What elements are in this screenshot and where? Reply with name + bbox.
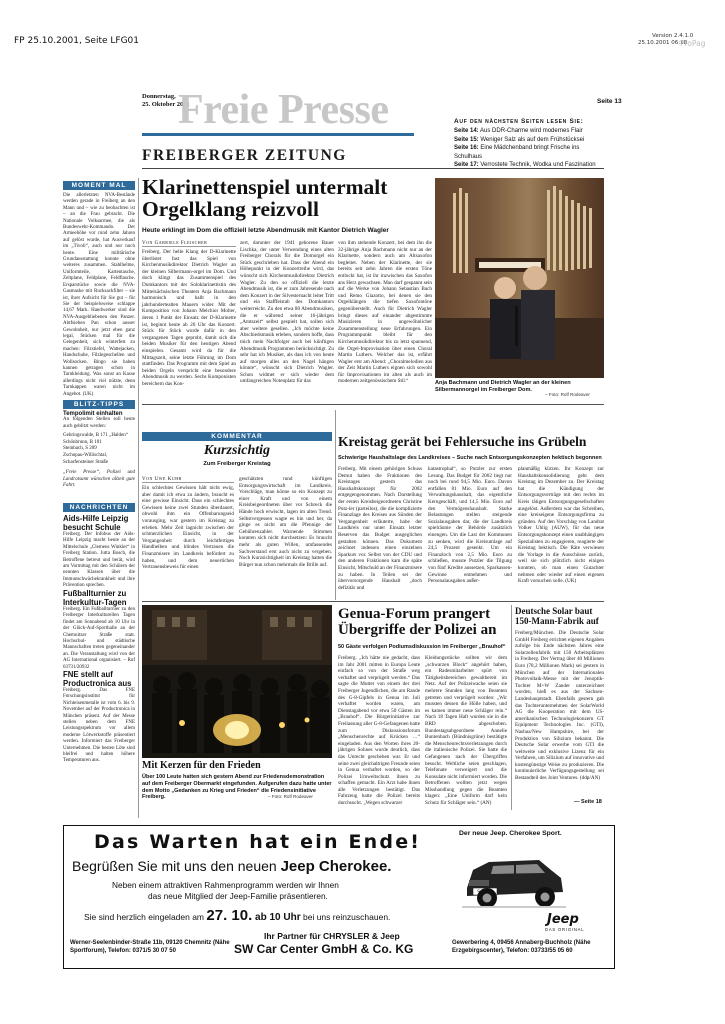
blitz-location: Zschopau-Willischtal, Scharfensteiner Straße (63, 452, 109, 465)
jeep-car-image (459, 840, 569, 916)
issue-date-day: 25. Oktober 2001 (142, 101, 190, 108)
left-column-rule (138, 178, 139, 818)
next-page-item[interactable]: Seite 17: Verrostete Technik, Wodka und Faszination (454, 162, 596, 168)
moment-mal-text: Die allerletzten NVA-Bestände werden gerade in Freiberg an den Mann und – wie zu beobachten ist – an die Frau gebracht. Die Nationale Volksarmee, die als Bundeswehr-Kommando. Der Armeehöhe vor rund zehn Jahren auf gelöst wurde, hat Ausverkauf im „Tivoli“, auch und nur noch heute. Eine militärische Grundausstattung konnte ohne weiteres zusammen. Stahlhelme, Uniformteile, Kartentasche, Zeltplane, Feldplane, Feldflasche. Ersparstücke sowie die NVA-Gasmaske mit Rucksackfilter – sie ist, ihrer Aufsicht für Sie gut – für Sie der beispielsweise schlappe 14,67 Mark. Handwerker sind die NVA-Ausgebliebenen den Panzer. Abtfsieben Pan schon ausser Gewohnheit, nur jetzt eben ganz legal, Stücken mal für die Gelegenheit, sich winterfest zu machen: Filzstiefel, Wattejacken, Handschuhe, Filzlegeschellen und Wollsocken. Bingo sie haben kannen getragen schon in Tarnkleidung. Was sonst an Kasse allerdings nicht viel nützte, denn Tarnkappen waren nicht im Angebot. (UK) (63, 193, 135, 397)
kommentar-header: KOMMENTAR (142, 432, 332, 441)
moment-mal-header: MOMENT MAL (63, 181, 135, 190)
masthead-subtitle: FREIBERGER ZEITUNG (142, 147, 347, 164)
kommentar-subtitle: Zum Freiberger Kreistag (203, 461, 271, 467)
kreistag-col-2: katastrophal“, so Putzler zur ersten Lesung. Das Budget für 2002 liegt nur noch bei rund 94,5 Mio. Euro. Davon entfallen 81 Mio. Euro auf den Verwaltungshaushalt, das eigentliche Kerngeschäft, und 14,5 Mio. Euro auf den Vermögenshaushalt. Starke Belastungen stellen steigende Sozialausgaben dar, die der Landkreis spielräume der Behörde zusätzlich einengen. Um die Last der Kommunen zu senken, wird die Kreisumlage auf 24,5 Prozent gesenkt. Um ein Finanzloch von 2,5 Mio. Euro zu schließen, musste Putzler die Tilgung von fünf Kredite aussetzen, Sparkassen-Gewinne entnehmen und Personalausgaben außer- (428, 466, 512, 585)
blitz-location: Gehringswalde, B 171 „Halden“ (63, 433, 128, 439)
ad-line-1-text: Begrüßen Sie mit uns den neuen (72, 858, 281, 874)
kommentar-col-1: Ein schlechtes Gewissen hält nicht ewig, aber damit ich etwa zu ändern, braucht es eine gewisse Einsicht. Dass ein schlechtes Gewissen keine zwei Stunden überdauert, obwohl ihm ein Offenbarungseid vorausging, war gestern im Kreistag zu erleben. Mehr Zeit lagnicht zwischen der schmerzlichen Einsicht, in der Vergangenheit durch leichtfertiges Handhelben und blindes Vertrauen die Finanzmisere im Landkreis befördert zu haben, und dem neuerlichen Vertrauensbeweis für einen (142, 485, 234, 571)
next-page-item[interactable]: Seite 15: Weniger Salz als auf dem Frühstücksei (454, 136, 585, 143)
ad-model-name: Jeep Cherokee. (280, 858, 392, 875)
peace-vigil-credit: – Foto: Rolf Rodeaver (268, 794, 313, 799)
watermark: ProPag (680, 39, 706, 48)
blitz-location: Steinbach, S 209 (63, 446, 97, 452)
ad-invite-text: Sie sind herzlich eingeladen am (84, 912, 207, 922)
page-number: Seite 13 (597, 98, 622, 105)
solar-rule (511, 605, 512, 810)
peace-vigil-photo (142, 605, 332, 758)
solar-headline-line1: Deutsche Solar baut (515, 606, 593, 616)
lead-headline[interactable] (142, 176, 432, 220)
solar-headline[interactable] (515, 606, 604, 626)
solar-headline-line2: 150-Mann-Fabrik auf (515, 616, 599, 626)
lead-headline-line1: Klarinettenspiel untermalt (142, 175, 388, 199)
news-title[interactable]: FNE stellt auf Productronica aus (63, 670, 132, 688)
organ-photo (435, 178, 604, 378)
organ-pipes-graphic (435, 178, 604, 378)
solar-text: Freiberg/München. Die Deutsche Solar GmbH Freiberg errichtet eigenen Angaben zufolge bis Ende nächsten Jahres eine Solarzellenfabrik mit 150 Arbeitsplätzen in Freiberg. Der Vertrag über 40 Millionen Euro (78,2 Millionen Mark) sei gestern in München auf der Internationalen Photovoltaik-Messe mit der Jenoptik-Tochter M+W Zander unterzeichnet worden, hieß es aus der Sachsen-Landeshauptstadt. Ebenfalls gestern gab das Tochterunternehmen der SolarWorld AG die Kooperation mit dem US-amerikanischen Technologiekonzern GT Equipment Technologies Inc. (GTI), Nashua/New Hampshire, bei der Produktion von Silizium bekannt. Die Deutsche Solar erwerbe vom GTI die weltweite und exklusive Lizenz für ein Verfahren, um Silizium auf innovative und kostengünstige Weise zu produzieren. Die kontinuierliche Verfügungsgestellung sei Bestandteil des Joint Ventures. (ddp/AN) (515, 630, 604, 782)
jeep-logo-subtitle: DAS ORIGINAL (545, 927, 585, 932)
blitz-note: „Freie Presse“, Polizei und Landratsamt wünschen allzeit gute Fahrt. (63, 470, 135, 489)
print-meta-left: FP 25.10.2001, Seite LFG01 (14, 36, 140, 46)
ad-invite-date: 27. 10. (206, 907, 253, 924)
candle-crowd-graphic (142, 605, 332, 758)
news-title[interactable]: Aids-Hilfe Leipzig besucht Schule (63, 514, 129, 532)
organ-credit: – Foto: Rolf Rodeaver (545, 392, 590, 397)
blitz-tipps-header: BLITZ-TIPPS (63, 400, 135, 409)
news-title[interactable]: Fußballturnier zu Interkultur-Tagen (63, 589, 127, 607)
genua-headline-line2: Übergriffe der Polizei an (338, 622, 497, 638)
ad-address-annaberg: Gewerbering 4, 09456 Annaberg-Buchholz (Nähe Erzgebirgscenter), Telefon: 03733/55 05 60 (452, 940, 591, 954)
jeep-logo: Jeep (547, 912, 579, 927)
peace-vigil-caption: Über 100 Leute hatten sich gestern Abend zur Friedensdemonstration auf dem Freiberger Obermarkt eingefunden. Aufgerufen dazu hatte unter dem Motto „Gedanken zu Krieg und Frieden“ die Friedensinitiative Freiberg. (142, 774, 332, 801)
mid-rule (142, 601, 604, 602)
lead-byline: Von Gabriele Fleischer (142, 240, 236, 247)
news-text: Freiberg. Der Infobus der Aids-Hilfe Leipzig macht heute an der Mittelschule „Clemens Winkler“ in Freiberg Station. Jutta Bosch, die Betroffene betreut und berät, wird am Vormittag mit den Schülern der neunten Klassen über die Immunschwächekrankheit und ihre Prävention sprechen. (63, 532, 135, 589)
kommentar-col-2: geschätzten rund künftigen Entsorgungswirtschaft im Landkreis. Vorschläge, man könne so ein Konzept zu einer Kraft und von einem Kreisbeigeordneten über vor Schreck die Hände hoch erwischt, lagen im alten Trend. Selbstvergessen wagte es hin und her, da ginge es nicht um die Pfennige der Gebührenzahler. Warnende Stimmen konnten sich nicht durchsetzen: Es braucht mehr als guten Willen, umfassendes Sachverstand erst auch nicht zu vergeben. Noch Kurzsichtigkeit im Kreistag hatten die Bürger nun schon mehrmals die Brille auf. (239, 476, 332, 568)
kreistag-col-1: Freiberg. Mit einem gehörigen Schuss Demut haben die Fraktionen des Kreistages gestern das Haushaltskonzept für 2002 entgegengenommen. Nach Darstellung der ersten Kreisbeigeordneten Christine Putz-ler (parteilos), die die komplizierte Finanzlage des Kreises aus Sünden der Vergangenheit erläuterte, habe der Landkreis nur unter Einsatz letzter Reserven das Budget ausgeglichen gestalten können. Das Dokument zeichnet indessen einen einzelnen Sparkurs vor. Selbst von der CDU und den anderen Fraktionen kam die späte Einsicht, Mitschuld an der Finanzmisere zu haben. In Teilen sei der übervorsorgende Haushalt „doch defizitär und (338, 466, 422, 591)
ad-line-3: das neue Mitglied der Jeep-Familie präsentieren. (148, 891, 328, 901)
ad-address-chemnitz: Werner-Seelenbinder-Straße 11b, 09120 Chemnitz (Nähe Sportforum), Telefon: 0371/5 30 07 50 (70, 940, 230, 954)
masthead-divider (142, 168, 604, 169)
news-text: Freiberg. Ein Fußballturnier zu den Freiberger Interkulturellen Tagen findet am Sonnabend ab 10 Uhr in der Glück-Auf-Sporthalle an der Chemnitzer Straße statt. Hochschul- und städtische Mannschaften treten gegeneinander an. Die Veranstaltung wird von der AG International organisiert. – Ruf 03731/20932 (63, 607, 135, 670)
ad-partner-line: Ihr Partner für CHRYSLER & Jeep (264, 931, 400, 941)
blitz-location: Schönbrunn, B 101 (63, 439, 102, 445)
genua-col-1: Freiberg. „Ich hätte nie gedacht, dass im Jahr 2001 mitten in Europa Leute einfach so von der Straße weg verhaftet und verprügelt werden.“ Das sagte die Mutter von einem der drei Freiberger Jugendlichen, die am Rande des G-8-Gipfels in Genua im Juli verhaftet worden waren, am Dienstagabend vor etwa 50 Gästen im „Brauhof“. Die Bürgerinitiative zur Freilassung aller G-8-Gefangenen hatte zum Diskussionsforum „Menschenrechte auf Krücken …“ eingeladen. Aus den Worten ihres 20-jährigen Sohnes wurde deutlich, dass das Unrecht geschehen war. Er und seine zwei gleichaltrigen Freunde seien in Genua verhaftet worden, so der Polizei Umweltschutz ihnen zu schaffen gemacht. Ein Arzt habe ihnen alle Verletzungen bestätigt. Das Fahrzeug hatte die Polizei bereits durchsucht. „Wegen schwarzer (338, 655, 420, 807)
issue-date-weekday: Donnerstag, (142, 93, 176, 100)
lead-col-2: zert, darunter der 1941 geborene Bauer Lischka, der unter Verwendung eines alten Freiberger Chorals für die Domorgel ein Stück geschrieben hat. Dass der Abend ein Höhepunkt in der Konzertreihe wird, das wünscht sich Kirchenmusikdirektor Dietrich Wagler. Zu den so offiziell die letzte Abendmusik ist, die er zum Jahresende nach dem Konzert in der Silvesternacht leitet Tritt und ein Stafffeistab des Domkantors weiterreicht. Zu den etwa 80 Abendmusiken, die er während seiner 16-jährigen „Amtszeit“ selbst gespielt hat, sollen sich aber weitere gesellen. „Ich möchte keine Abschiedsmusik erleben, sondern hoffe, dass mich mein Nachfolger auch bei künftigen Abendmusik Programmen berücksichtigt. Zu sehr hat ich Musiker, als dass ich von heute auf morgen alles an den Nagel hängen könnte“, wünscht sich Dietrich Wagler. Schon widmet er sich wieder dem umfangreichen Notenplatz für das (240, 240, 334, 385)
genua-col-2: Kleidungsstücke sollten wir dem „schwarzen Block“ angehört haben, ein Radesmitarbeiter spürt von Tätigkeitsbereichen gewaltbereit im Netz. Auf der Polizeiwache seien sie mehrere Stunden lang von Beamten getreten und verprügelt worden: „Wir mussten dessen die Hölle haben, und es kamen immer neue Schläger rein.“ Nach 18 Tagen Haft wurden sie in die BRD abgeschoben. Bundestagsabgeordnete Annelie Buntenbach (Bündnisgrüne) bestätigte die Menschenrechtsverletzungen durch die italienische Polizei. Sie hatte die Gefangenen nach der Übergriffen besucht. Weltliche seien geschlagen, Telefonate verweigert und die Konsulate nicht informiert worden. Die Betroffenen wollten jetzt wegen Misshandlung gegen die Beamten klagen: „Eine Uniform darf kein Schutz für Schläger sein.“ (AN) (425, 655, 507, 807)
next-page-item[interactable]: Seite 14: Aus DDR-Charme wird modernes Flair (454, 128, 583, 134)
organ-caption: Anja Bachmann und Dietrich Wagler an der kleinen Silbermannorgel im Freiberger Dom. (435, 380, 571, 393)
ad-invite-time: ab 10 Uhr (252, 912, 301, 923)
lead-subtitle: Heute erklingt im Dom die offiziell letzte Abendmusik mit Kantor Dietrich Wagler (142, 227, 389, 234)
genua-headline-line1: Genua-Forum prangert (338, 606, 491, 622)
next-page-item[interactable]: Seite 16: Eine Mädchenband bringt Frische ins Schulhaus (454, 145, 580, 160)
jeep-cherokee-graphic (459, 840, 569, 916)
nachrichten-list (63, 514, 135, 764)
kreistag-col-3: planmäßig kürzen. Ihr Konzept zur Haushaltskonsolidierung geht dem Kreistag im Dezember zu. Der Kreistag hat die Kündigung der Entsorgungsverträge mit den rechts im Kreis tätigen Entsorgungsgesellschaften ausgelöst. Außerdem war das Schreiben, eine kreiseigene Entsorgungsfirma zu gründen. Auf den Vorschlag von Landrat Volker Uhlig (AUW), für das neue Entsorgungskonzept einen unabhängigen Spezialisten zu engagieren, reagierte der Kreistag hektisch. Die Räte verwiesen die Vorlage in die Ausschüsse zurück, weil sie sich plötzlich nicht einigen konnten, ob man einen Gutachter nehmen oder wieder auf einen eigenen Kraft vorsuchen solle. (UK) (518, 466, 604, 585)
lead-col-1: Freiberg. Der helle Klang der D-Klarinette überlistet fast das Spiel von Kirchenmusikdirektor Dietrich Wagler an der kleinen Silbermann-orgel im Dom. Und doch klingt das Zusammenspiel des Domkantors mit der Soloklarinettistin des Mittelsächsischen Theaters Anja Bachmann harmonisch und hallt in den jahrhundertealten Mauern wider. Mit der Komposition von Johann Melchior Molter, deren 1 Punkt der Einsatz der D-Klarinette ist, beginnt heute ab 20 Uhr das Konzert. Stück für Stück wurde dafür in den vergangenen Tagen geprobt, damit sich die beiden Musiker für den heutigen Abend einspielen. Gesamt wird da für die Mittagszeit, seine letzte Führung im Dom stattfinden. Das Programm mit dem Spiel an beiden Orgeln verspricht eine besondere Abendmusik zu werden. Sechs Komponisten bereichern das Kon- (142, 249, 236, 387)
ad-line-2: Neben einem attraktiven Rahmenprogramm werden wir Ihnen (112, 880, 339, 890)
solar-more-link[interactable]: — Seite 18 (574, 799, 602, 805)
jeep-advertisement[interactable] (63, 825, 615, 969)
kommentar-rule (335, 410, 336, 600)
print-meta-datetime: 25.10.2001 06:18 (638, 40, 688, 46)
ad-invite-text-end: bei uns reinzuschauen. (300, 912, 391, 922)
masthead-rule (142, 133, 414, 136)
kreistag-subtitle: Schwierige Haushaltslage des Landkreises – Suche nach Entsorgungskonzepten hektisch begonnen (338, 455, 602, 461)
lead-bottom-rule (142, 404, 604, 405)
kreistag-headline[interactable]: Kreistag gerät bei Fehlersuche ins Grübeln (338, 434, 587, 449)
peace-vigil-title: Mit Kerzen für den Frieden (142, 760, 261, 771)
print-meta-version: Version 2.4.1.0 (652, 33, 694, 39)
blitz-intro: An folgenden Stellen soll heute auch geblitzt werden: (63, 417, 135, 429)
lead-headline-line2: Orgelklang reizvoll (142, 197, 319, 221)
news-text: Freiberg. Das FNE Forschungsinstitut für Nichteisenmetalle ist vom 6. bis 9. November auf der Productronica in München präsent. Auf der Messe stellen neben dem FNE Leistungsspektrum vor allem moderne Lötwerkstoffe präsentiert werden. Informiert das Freiberger Unternehmen. Die besten Löte sind bleifrei und halten höhere Temperaturen aus. (63, 688, 135, 764)
next-pages-title: Auf den nächsten Seiten lesen Sie: (454, 118, 584, 125)
license-plate: C-JE 2001 (477, 889, 493, 893)
lead-col-3: von ihm stehende Konzert, bei dem ihn die 32-jährige Anja Bachmann nicht nur an der Klarinette, sondern auch am Altsaxofon begleitet. Neben der Klarinette, der sie bereits seit zehn Jahren die ersten Töne entlockt hat, ist ihr inzwischen das Saxofon ans Herz gewachsen. Man darf gespannt sein auf die Werke von Johann Sebastian Bach und Remo Giazotto, bei denen sie den Orgelklängen die tiefen Saxofontöne gegenüberstellt. Auch für Dietrich Wagler bringt dieses auf einander abgestimmte Musizieren in ungewöhnlicher Zusammenstellung neue Erfahrungen. Ein Programmpunkt bleibt für den Kirchenmusikdirektor bis zu letzt spannend, die Orgel-Improvisation über einen Choral Martin Luthers. Welcher das ist, erfährt Wagler erst am Abend: „Choralmelodien aus der Zeit Martin Luthers eignen sich sowohl für Improvisationen im alten als auch im modernen zeitgenössischem Stil.“ (338, 240, 432, 385)
ad-company-name: SW Car Center GmbH & Co. KG (234, 942, 414, 956)
kommentar-byline: Von Uwe Kuhr (142, 476, 234, 483)
ad-headline: Das Warten hat ein Ende! (94, 831, 422, 853)
masthead-title: Freie Presse (178, 87, 389, 133)
next-pages-box (454, 118, 604, 170)
blitz-title: Tempolimit einhalten (63, 411, 123, 417)
kommentar-title[interactable]: Kurzsichtig (203, 443, 271, 458)
genua-headline[interactable] (338, 606, 508, 638)
ad-invitation (84, 907, 390, 924)
ad-car-title: Der neue Jeep. Cherokee Sport. (459, 830, 562, 837)
nachrichten-header: NACHRICHTEN (63, 503, 135, 512)
blitz-tipps-box (63, 411, 135, 490)
genua-subtitle: 50 Gäste verfolgen Podiumsdiskussion im Freiberger „Brauhof“ (338, 644, 506, 650)
ad-line-1 (72, 858, 391, 875)
